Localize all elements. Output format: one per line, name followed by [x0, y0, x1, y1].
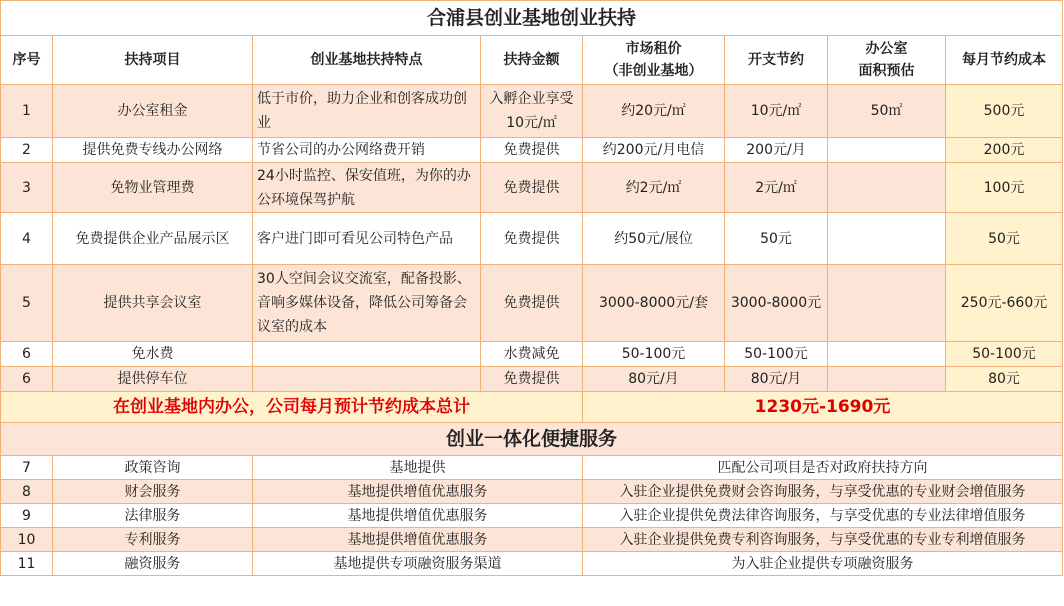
- service-provide: 基地提供增值优惠服务: [253, 528, 583, 552]
- row-market: 3000-8000元/套: [583, 265, 725, 342]
- row-amount: 免费提供: [481, 213, 583, 265]
- row-amount: 免费提供: [481, 367, 583, 392]
- row-area: [828, 342, 946, 367]
- row-amount: 水费减免: [481, 342, 583, 367]
- row-no: 5: [1, 265, 53, 342]
- service-item: 融资服务: [53, 552, 253, 576]
- service-row: [1, 552, 1063, 576]
- service-provide: 基地提供: [253, 456, 583, 480]
- service-desc: 入驻企业提供免费专利咨询服务，与享受优惠的专业专利增值服务: [583, 528, 1063, 552]
- row-amount: 免费提供: [481, 138, 583, 163]
- header-feature: 创业基地扶持特点: [253, 36, 481, 85]
- row-feature: 客户进门即可看见公司特色产品: [253, 213, 481, 265]
- row-feature: 30人空间会议交流室，配备投影、音响多媒体设备，降低公司筹备会议室的成本: [253, 265, 481, 342]
- row-monthly: 200元: [946, 138, 1063, 163]
- row-amount: 免费提供: [481, 163, 583, 213]
- row-saving: 3000-8000元: [725, 265, 828, 342]
- row-area: [828, 213, 946, 265]
- service-no: 7: [1, 456, 53, 480]
- section-title: 创业一体化便捷服务: [1, 423, 1063, 456]
- service-desc: 匹配公司项目是否对政府扶持方向: [583, 456, 1063, 480]
- row-item: 提供共享会议室: [53, 265, 253, 342]
- service-row: [1, 456, 1063, 480]
- row-monthly: 50-100元: [946, 342, 1063, 367]
- row-no: 2: [1, 138, 53, 163]
- header-monthly: 每月节约成本: [946, 36, 1063, 85]
- service-row: [1, 528, 1063, 552]
- service-item: 政策咨询: [53, 456, 253, 480]
- table-row: [1, 85, 1063, 138]
- table-row: [1, 213, 1063, 265]
- row-saving: 50-100元: [725, 342, 828, 367]
- header-market: 市场租价 （非创业基地）: [583, 36, 725, 85]
- row-item: 免物业管理费: [53, 163, 253, 213]
- row-feature: 24小时监控、保安值班，为你的办公环境保驾护航: [253, 163, 481, 213]
- row-item: 提供免费专线办公网络: [53, 138, 253, 163]
- row-no: 3: [1, 163, 53, 213]
- service-row: [1, 504, 1063, 528]
- row-saving: 80元/月: [725, 367, 828, 392]
- service-item: 法律服务: [53, 504, 253, 528]
- service-provide: 基地提供增值优惠服务: [253, 504, 583, 528]
- row-amount: 入孵企业享受10元/㎡: [481, 85, 583, 138]
- row-market: 50-100元: [583, 342, 725, 367]
- row-area: [828, 265, 946, 342]
- service-no: 11: [1, 552, 53, 576]
- row-item: 免费提供企业产品展示区: [53, 213, 253, 265]
- row-feature: [253, 367, 481, 392]
- row-market: 约2元/㎡: [583, 163, 725, 213]
- header-amount: 扶持金额: [481, 36, 583, 85]
- service-desc: 入驻企业提供免费财会咨询服务，与享受优惠的专业财会增值服务: [583, 480, 1063, 504]
- header-no: 序号: [1, 36, 53, 85]
- total-row: [1, 392, 1063, 423]
- row-monthly: 100元: [946, 163, 1063, 213]
- service-item: 专利服务: [53, 528, 253, 552]
- service-no: 10: [1, 528, 53, 552]
- table-row: [1, 163, 1063, 213]
- row-area: [828, 163, 946, 213]
- row-no: 6: [1, 342, 53, 367]
- row-no: 1: [1, 85, 53, 138]
- row-feature: 低于市价，助力企业和创客成功创业: [253, 85, 481, 138]
- row-area: [828, 138, 946, 163]
- row-area: 50㎡: [828, 85, 946, 138]
- row-no: 6: [1, 367, 53, 392]
- row-saving: 200元/月: [725, 138, 828, 163]
- service-item: 财会服务: [53, 480, 253, 504]
- table-row: [1, 367, 1063, 392]
- row-saving: 10元/㎡: [725, 85, 828, 138]
- total-label: 在创业基地内办公，公司每月预计节约成本总计: [1, 392, 583, 423]
- table-row: [1, 138, 1063, 163]
- row-monthly: 250元-660元: [946, 265, 1063, 342]
- row-item: 办公室租金: [53, 85, 253, 138]
- row-area: [828, 367, 946, 392]
- row-market: 约200元/月电信: [583, 138, 725, 163]
- row-saving: 2元/㎡: [725, 163, 828, 213]
- header-saving: 开支节约: [725, 36, 828, 85]
- row-market: 约20元/㎡: [583, 85, 725, 138]
- service-no: 9: [1, 504, 53, 528]
- table-row: [1, 265, 1063, 342]
- header-area: 办公室 面积预估: [828, 36, 946, 85]
- row-item: 免水费: [53, 342, 253, 367]
- table-row: [1, 342, 1063, 367]
- service-no: 8: [1, 480, 53, 504]
- row-market: 80元/月: [583, 367, 725, 392]
- service-row: [1, 480, 1063, 504]
- total-value: 1230元-1690元: [583, 392, 1063, 423]
- row-feature: 节省公司的办公网络费开销: [253, 138, 481, 163]
- header-item: 扶持项目: [53, 36, 253, 85]
- row-monthly: 500元: [946, 85, 1063, 138]
- row-no: 4: [1, 213, 53, 265]
- header-row: [1, 36, 1063, 85]
- row-item: 提供停车位: [53, 367, 253, 392]
- row-monthly: 50元: [946, 213, 1063, 265]
- row-saving: 50元: [725, 213, 828, 265]
- service-provide: 基地提供专项融资服务渠道: [253, 552, 583, 576]
- page-title: 合浦县创业基地创业扶持: [1, 1, 1063, 36]
- row-feature: [253, 342, 481, 367]
- row-market: 约50元/展位: [583, 213, 725, 265]
- service-desc: 为入驻企业提供专项融资服务: [583, 552, 1063, 576]
- row-monthly: 80元: [946, 367, 1063, 392]
- row-amount: 免费提供: [481, 265, 583, 342]
- service-desc: 入驻企业提供免费法律咨询服务，与享受优惠的专业法律增值服务: [583, 504, 1063, 528]
- service-provide: 基地提供增值优惠服务: [253, 480, 583, 504]
